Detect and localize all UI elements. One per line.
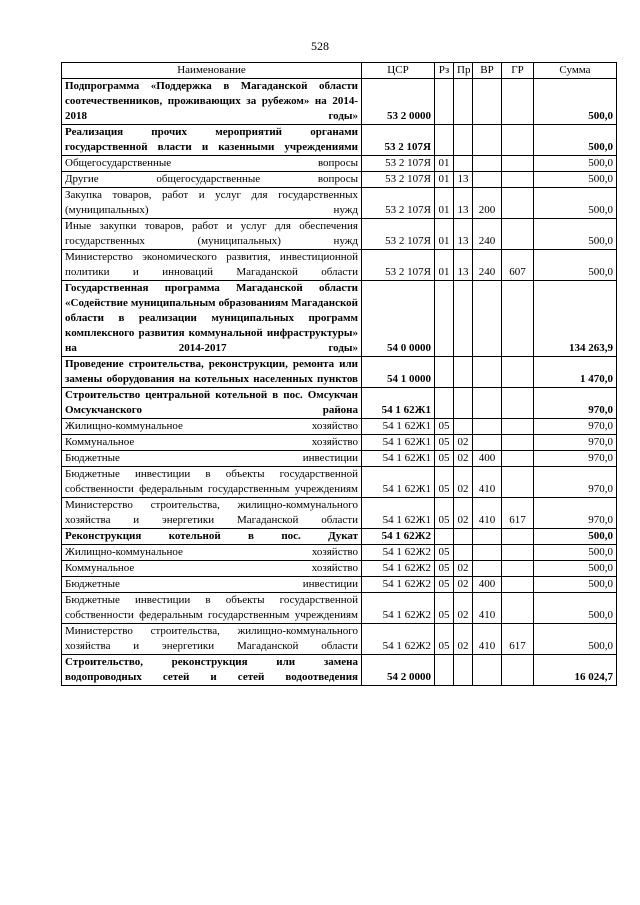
header-csr: ЦСР: [362, 63, 435, 79]
cell-rz: [435, 357, 454, 388]
cell-pr: 02: [454, 577, 473, 593]
cell-rz: 01: [435, 172, 454, 188]
table-row: [62, 467, 617, 498]
cell-name: Министерство экономического развития, инвестиционной политики и инноваций Магаданской области: [62, 250, 362, 281]
cell-gr: [502, 577, 534, 593]
table-row: [62, 545, 617, 561]
cell-vr: 200: [473, 188, 502, 219]
cell-pr: [454, 655, 473, 686]
cell-name: Бюджетные инвестиции в объекты государственной собственности федеральным государственным учреждениям: [62, 593, 362, 624]
cell-gr: [502, 188, 534, 219]
cell-csr: 54 2 0000: [362, 655, 435, 686]
cell-rz: 05: [435, 451, 454, 467]
cell-vr: [473, 435, 502, 451]
cell-csr: 54 1 62Ж1: [362, 467, 435, 498]
cell-vr: [473, 172, 502, 188]
cell-vr: 400: [473, 451, 502, 467]
cell-sum: 970,0: [534, 419, 617, 435]
cell-rz: [435, 79, 454, 125]
table-row: [62, 250, 617, 281]
table-row: [62, 219, 617, 250]
cell-sum: 134 263,9: [534, 281, 617, 357]
table-body: [62, 79, 617, 686]
cell-csr: 54 1 62Ж1: [362, 435, 435, 451]
table-row: [62, 125, 617, 156]
cell-vr: 410: [473, 624, 502, 655]
cell-rz: [435, 388, 454, 419]
page-number: 528: [311, 39, 329, 53]
cell-gr: [502, 388, 534, 419]
cell-rz: [435, 655, 454, 686]
header-name: Наименование: [62, 63, 362, 79]
cell-csr: 54 1 62Ж2: [362, 529, 435, 545]
cell-name: Другие общегосударственные вопросы: [62, 172, 362, 188]
cell-vr: [473, 357, 502, 388]
cell-pr: [454, 156, 473, 172]
cell-gr: [502, 467, 534, 498]
cell-pr: 02: [454, 561, 473, 577]
cell-gr: [502, 357, 534, 388]
cell-sum: 500,0: [534, 545, 617, 561]
cell-csr: 53 2 107Я: [362, 156, 435, 172]
cell-rz: 05: [435, 561, 454, 577]
cell-pr: 02: [454, 498, 473, 529]
cell-csr: 53 2 0000: [362, 79, 435, 125]
cell-csr: 54 1 62Ж2: [362, 624, 435, 655]
table-header: [62, 63, 617, 79]
cell-gr: 617: [502, 624, 534, 655]
cell-name: Жилищно-коммунальное хозяйство: [62, 545, 362, 561]
cell-vr: 410: [473, 467, 502, 498]
budget-table: [61, 62, 617, 686]
cell-gr: [502, 79, 534, 125]
cell-name: Коммунальное хозяйство: [62, 561, 362, 577]
cell-rz: 05: [435, 593, 454, 624]
cell-csr: 54 1 62Ж1: [362, 419, 435, 435]
cell-name: Бюджетные инвестиции: [62, 577, 362, 593]
table-row: [62, 419, 617, 435]
cell-name: Жилищно-коммунальное хозяйство: [62, 419, 362, 435]
cell-pr: [454, 419, 473, 435]
cell-pr: 13: [454, 172, 473, 188]
cell-sum: 16 024,7: [534, 655, 617, 686]
table-row: [62, 498, 617, 529]
cell-sum: 970,0: [534, 467, 617, 498]
cell-sum: 500,0: [534, 577, 617, 593]
cell-sum: 970,0: [534, 498, 617, 529]
cell-pr: 13: [454, 250, 473, 281]
cell-csr: 54 1 62Ж2: [362, 593, 435, 624]
cell-vr: [473, 79, 502, 125]
cell-sum: 500,0: [534, 188, 617, 219]
header-vr: ВР: [473, 63, 502, 79]
header-sum: Сумма: [534, 63, 617, 79]
table-row: [62, 561, 617, 577]
cell-vr: [473, 655, 502, 686]
cell-csr: 54 1 62Ж1: [362, 498, 435, 529]
cell-csr: 54 1 62Ж1: [362, 388, 435, 419]
cell-pr: [454, 125, 473, 156]
cell-csr: 53 2 107Я: [362, 172, 435, 188]
cell-vr: [473, 419, 502, 435]
cell-gr: 607: [502, 250, 534, 281]
cell-pr: 13: [454, 188, 473, 219]
cell-sum: 1 470,0: [534, 357, 617, 388]
cell-name: Строительство, реконструкция или замена водопроводных сетей и сетей водоотведения: [62, 655, 362, 686]
cell-rz: [435, 529, 454, 545]
cell-name: Подпрограмма «Поддержка в Магаданской области соотечественников, проживающих за рубежом» на 2014-2018 годы»: [62, 79, 362, 125]
cell-csr: 54 1 62Ж2: [362, 545, 435, 561]
table-row: [62, 281, 617, 357]
cell-pr: [454, 529, 473, 545]
cell-vr: [473, 156, 502, 172]
cell-rz: 01: [435, 156, 454, 172]
table-row: [62, 593, 617, 624]
cell-gr: [502, 172, 534, 188]
cell-gr: [502, 655, 534, 686]
cell-vr: [473, 125, 502, 156]
cell-sum: 500,0: [534, 156, 617, 172]
cell-pr: 02: [454, 593, 473, 624]
table-row: [62, 79, 617, 125]
cell-vr: [473, 388, 502, 419]
cell-csr: 54 1 62Ж2: [362, 561, 435, 577]
cell-name: Строительство центральной котельной в пос. Омсукчан Омсукчанского района: [62, 388, 362, 419]
header-pr: Пр: [454, 63, 473, 79]
table-row: [62, 624, 617, 655]
cell-pr: [454, 281, 473, 357]
cell-pr: [454, 388, 473, 419]
table-row: [62, 577, 617, 593]
cell-name: Общегосударственные вопросы: [62, 156, 362, 172]
cell-sum: 500,0: [534, 561, 617, 577]
cell-rz: 05: [435, 467, 454, 498]
cell-gr: [502, 451, 534, 467]
cell-rz: 05: [435, 624, 454, 655]
cell-sum: 500,0: [534, 593, 617, 624]
cell-rz: 01: [435, 188, 454, 219]
table-row: [62, 451, 617, 467]
cell-rz: 05: [435, 435, 454, 451]
cell-csr: 54 0 0000: [362, 281, 435, 357]
cell-gr: [502, 593, 534, 624]
cell-rz: 05: [435, 419, 454, 435]
cell-pr: [454, 357, 473, 388]
cell-vr: [473, 561, 502, 577]
cell-pr: 02: [454, 451, 473, 467]
cell-csr: 53 2 107Я: [362, 219, 435, 250]
cell-sum: 970,0: [534, 451, 617, 467]
cell-vr: 410: [473, 498, 502, 529]
cell-name: Проведение строительства, реконструкции, ремонта или замены оборудования на котельных населенных пунктов: [62, 357, 362, 388]
cell-csr: 54 1 62Ж1: [362, 451, 435, 467]
cell-sum: 500,0: [534, 219, 617, 250]
cell-gr: [502, 419, 534, 435]
cell-gr: [502, 281, 534, 357]
cell-rz: [435, 125, 454, 156]
cell-gr: [502, 529, 534, 545]
cell-sum: 970,0: [534, 435, 617, 451]
cell-vr: 240: [473, 219, 502, 250]
cell-sum: 970,0: [534, 388, 617, 419]
cell-name: Закупка товаров, работ и услуг для государственных (муниципальных) нужд: [62, 188, 362, 219]
cell-csr: 53 2 107Я: [362, 125, 435, 156]
cell-pr: 13: [454, 219, 473, 250]
cell-rz: 01: [435, 219, 454, 250]
table-row: [62, 172, 617, 188]
cell-gr: 617: [502, 498, 534, 529]
cell-csr: 53 2 107Я: [362, 250, 435, 281]
cell-name: Государственная программа Магаданской области «Содействие муниципальным образованиям Магаданской области в реализации муниципальных программ комплексного развития коммунальной инфраструктуры» на 2014-2017 годы»: [62, 281, 362, 357]
cell-gr: [502, 435, 534, 451]
cell-rz: 01: [435, 250, 454, 281]
cell-sum: 500,0: [534, 529, 617, 545]
cell-sum: 500,0: [534, 624, 617, 655]
cell-csr: 53 2 107Я: [362, 188, 435, 219]
cell-gr: [502, 125, 534, 156]
cell-vr: [473, 545, 502, 561]
cell-vr: [473, 281, 502, 357]
header-gr: ГР: [502, 63, 534, 79]
cell-gr: [502, 219, 534, 250]
cell-sum: 500,0: [534, 79, 617, 125]
cell-sum: 500,0: [534, 125, 617, 156]
cell-vr: 240: [473, 250, 502, 281]
cell-sum: 500,0: [534, 250, 617, 281]
cell-name: Бюджетные инвестиции: [62, 451, 362, 467]
cell-name: Министерство строительства, жилищно-коммунального хозяйства и энергетики Магаданской области: [62, 498, 362, 529]
cell-sum: 500,0: [534, 172, 617, 188]
cell-name: Реконструкция котельной в пос. Дукат: [62, 529, 362, 545]
cell-vr: 410: [473, 593, 502, 624]
cell-gr: [502, 545, 534, 561]
cell-pr: 02: [454, 624, 473, 655]
cell-pr: [454, 545, 473, 561]
table-row: [62, 156, 617, 172]
table-row: [62, 188, 617, 219]
cell-gr: [502, 156, 534, 172]
cell-vr: 400: [473, 577, 502, 593]
cell-rz: [435, 281, 454, 357]
cell-rz: 05: [435, 498, 454, 529]
table-row: [62, 357, 617, 388]
table-row: [62, 529, 617, 545]
cell-rz: 05: [435, 545, 454, 561]
cell-rz: 05: [435, 577, 454, 593]
cell-pr: 02: [454, 435, 473, 451]
cell-name: Коммунальное хозяйство: [62, 435, 362, 451]
cell-pr: 02: [454, 467, 473, 498]
cell-vr: [473, 529, 502, 545]
cell-name: Бюджетные инвестиции в объекты государственной собственности федеральным государственным учреждениям: [62, 467, 362, 498]
cell-name: Реализация прочих мероприятий органами государственной власти и казенными учреждениями: [62, 125, 362, 156]
cell-gr: [502, 561, 534, 577]
cell-name: Министерство строительства, жилищно-коммунального хозяйства и энергетики Магаданской области: [62, 624, 362, 655]
table-row: [62, 435, 617, 451]
header-rz: Рз: [435, 63, 454, 79]
table-row: [62, 655, 617, 686]
cell-pr: [454, 79, 473, 125]
cell-csr: 54 1 62Ж2: [362, 577, 435, 593]
cell-name: Иные закупки товаров, работ и услуг для обеспечения государственных (муниципальных) нужд: [62, 219, 362, 250]
table-row: [62, 388, 617, 419]
cell-csr: 54 1 0000: [362, 357, 435, 388]
